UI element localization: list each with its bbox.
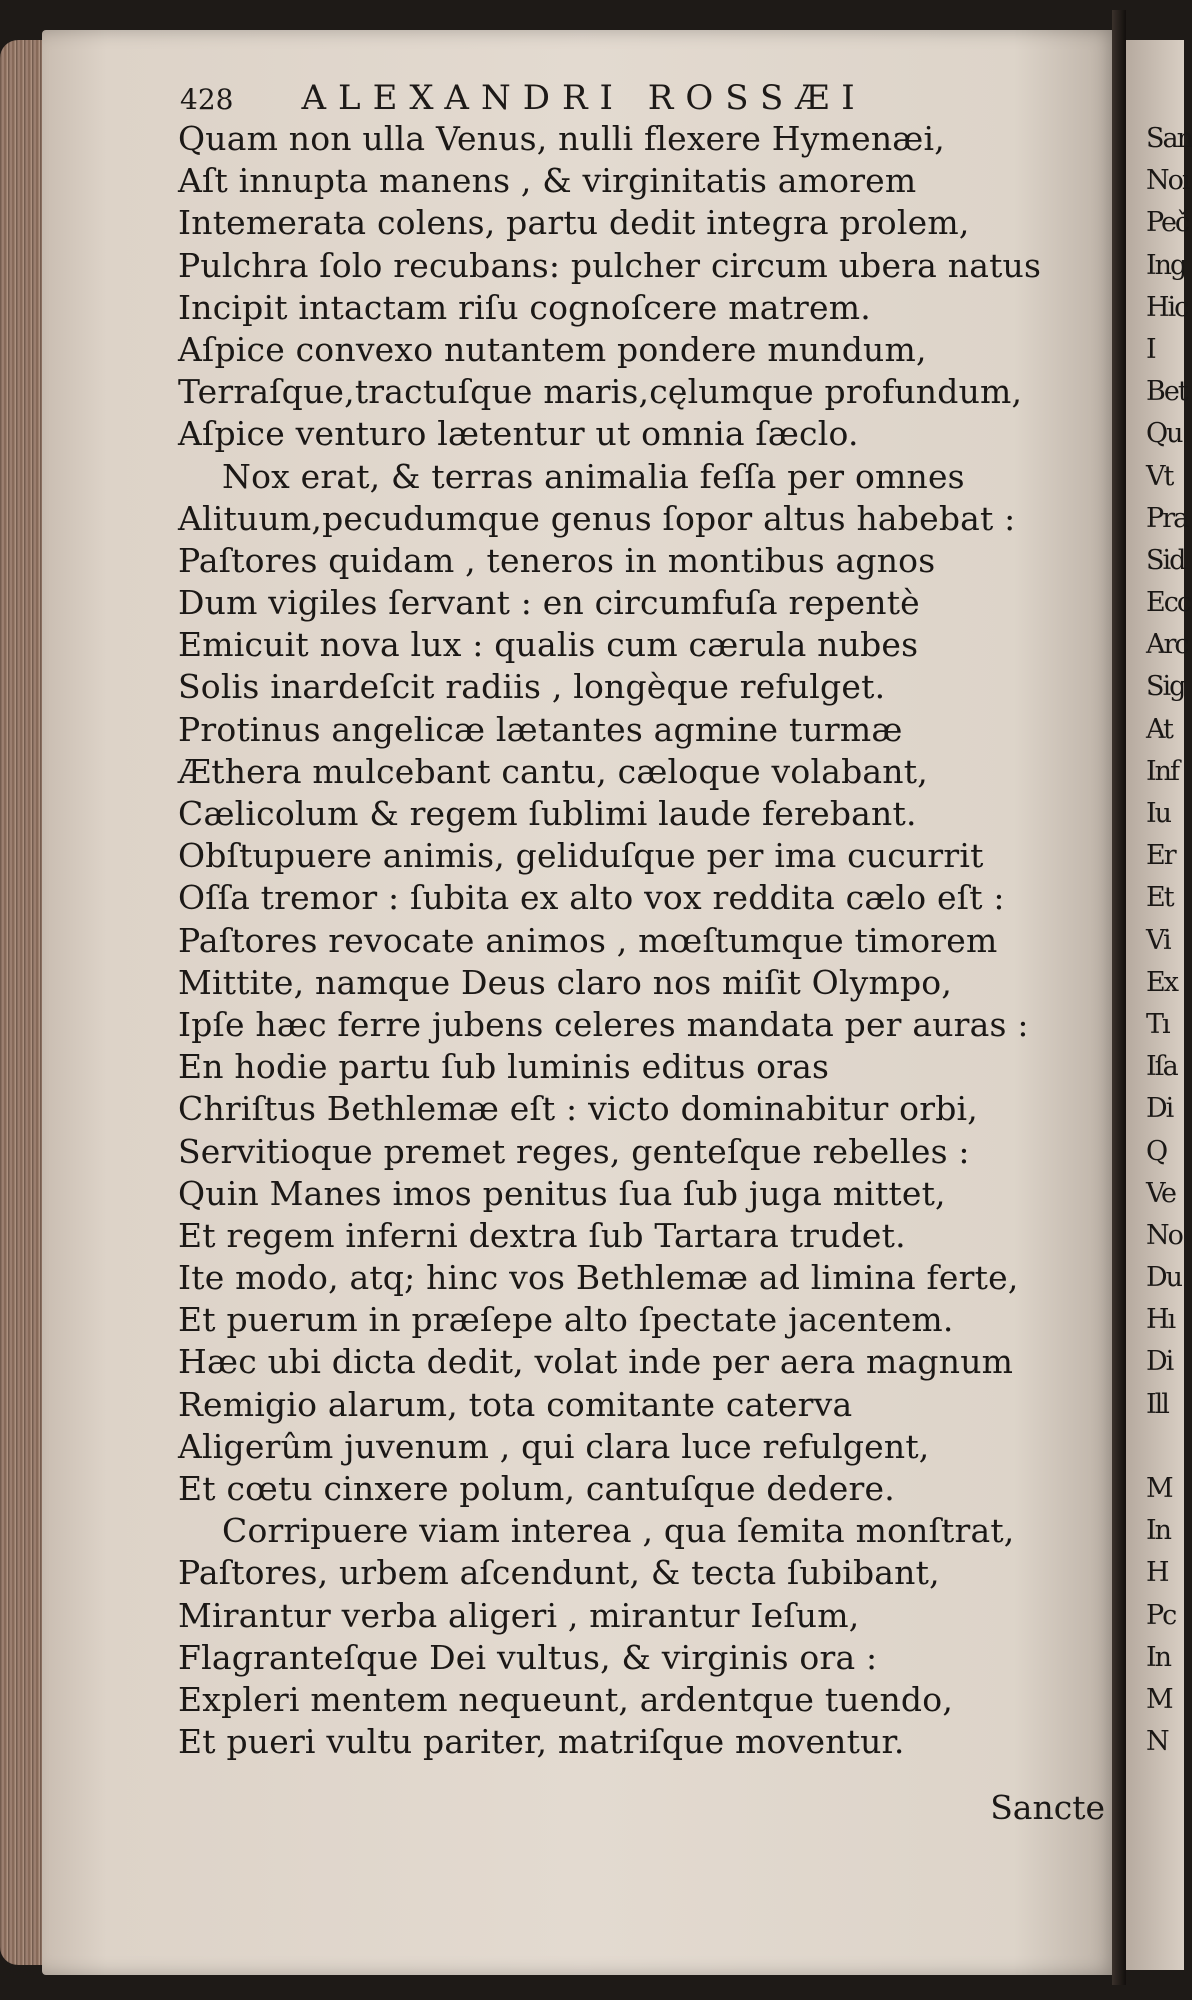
text-line: Hæc ubi dicta dedit, volat inde per aera magnum: [178, 1342, 1014, 1382]
facing-page-line: Pra: [1146, 502, 1188, 534]
running-title: ALEXANDRI ROSSÆI: [301, 78, 867, 118]
poem-text: [178, 118, 1103, 1763]
text-line: Ite modo, atq; hinc vos Bethlemæ ad limina ferte,: [178, 1258, 1019, 1298]
text-line: Emicuit nova lux : qualis cum cærula nubes: [178, 625, 919, 665]
text-line: Expleri mentem nequeunt, ardentque tuendo,: [178, 1679, 954, 1719]
facing-page-line: Iu: [1146, 798, 1171, 829]
text-line: Mittite, namque Deus claro nos miſit Olympo,: [178, 962, 953, 1002]
facing-page-text: [1146, 118, 1192, 1763]
text-line: Terraſque,tractuſque maris,cęlumque profundum,: [178, 372, 1023, 412]
facing-page-line: Er: [1146, 840, 1175, 872]
text-line: Protinus angelicæ lætantes agmine turmæ: [178, 709, 903, 749]
facing-page-line: At: [1146, 713, 1172, 745]
facing-page-line: Du: [1146, 1262, 1182, 1294]
text-line: Aſpice venturo lætentur ut omnia ſæclo.: [178, 414, 859, 454]
text-line: Solis inardeſcit radiis , longèque refulget.: [178, 667, 886, 707]
facing-page-line: Pc: [1146, 1599, 1176, 1631]
text-line: Flagranteſque Dei vultus, & virginis ora :: [178, 1637, 878, 1677]
facing-page-line: Di: [1146, 1093, 1173, 1125]
text-line: Remigio alarum, tota comitante caterva: [178, 1384, 853, 1424]
facing-page-line: No: [1146, 1219, 1182, 1251]
book-gutter: [1112, 10, 1126, 1985]
facing-page-line: Ecc: [1146, 587, 1190, 619]
text-line: Paſtores revocate animos , mœſtumque timorem: [178, 920, 998, 960]
facing-page-line: M: [1146, 1683, 1172, 1715]
text-line: Paſtores quidam , teneros in montibus agnos: [178, 540, 936, 580]
facing-page-line: San: [1146, 123, 1192, 154]
text-line: Et puerum in præſepe alto ſpectate jacentem.: [178, 1300, 954, 1340]
text-line: Paſtores, urbem aſcendunt, & tecta ſubibant,: [178, 1553, 940, 1593]
facing-page-line: In: [1146, 1515, 1171, 1547]
text-line: Alituum,pecudumque genus ſopor altus habebat :: [178, 498, 1016, 538]
page-number: 428: [180, 83, 234, 116]
facing-page-line: M: [1146, 1473, 1172, 1504]
text-line: En hodie partu ſub luminis editus oras: [178, 1047, 830, 1087]
facing-page-line: Inf: [1146, 755, 1179, 787]
text-line: Servitioque premet reges, genteſque rebelles :: [178, 1131, 970, 1171]
facing-page-line: Sig: [1146, 671, 1185, 703]
facing-page-line: Bet: [1146, 376, 1187, 408]
facing-page-line: Q: [1146, 1135, 1167, 1167]
text-line: Oſſa tremor : ſubita ex alto vox reddita cælo eſt :: [178, 878, 1005, 918]
facing-page-line: Vt: [1146, 460, 1173, 492]
facing-page-line: Tı: [1146, 1008, 1169, 1040]
facing-page-line: Qu: [1146, 418, 1182, 450]
facing-page-line: Ex: [1146, 966, 1177, 998]
facing-page-line: H: [1146, 1557, 1168, 1589]
facing-page-line: Ve: [1146, 1177, 1175, 1209]
facing-page-line: Hic: [1146, 291, 1188, 323]
text-line: Chriſtus Bethlemæ eſt : victo dominabitur orbi,: [178, 1089, 978, 1129]
facing-page-line: Ill: [1146, 1388, 1168, 1420]
text-line: Ipſe hæc ferre jubens celeres mandata per auras :: [178, 1004, 1029, 1044]
facing-page-line: Peč: [1146, 207, 1189, 239]
facing-page-line: Di: [1146, 1346, 1173, 1378]
text-line: Et cœtu cinxere polum, cantuſque dedere.: [178, 1469, 895, 1508]
facing-page-line: Vi: [1146, 924, 1170, 956]
text-line: Mirantur verba aligeri , mirantur Ieſum,: [178, 1595, 860, 1635]
text-line: Aſpice convexo nutantem pondere mundum,: [178, 329, 927, 369]
running-head: [180, 78, 1110, 118]
text-line: Cælicolum & regem ſublimi laude ferebant.: [178, 794, 917, 833]
text-line: Æthera mulcebant cantu, cæloque volabant,: [178, 751, 928, 791]
text-line: Nox erat, & terras animalia feſſa per omnes: [222, 456, 965, 496]
text-line: Aſt innupta manens , & virginitatis amorem: [178, 161, 917, 201]
text-line: Et pueri vultu pariter, matriſque moventur.: [178, 1722, 905, 1762]
facing-page-line: Arc: [1146, 629, 1188, 661]
facing-page-line: N: [1146, 1726, 1168, 1758]
facing-page-line: Iſa: [1146, 1051, 1177, 1083]
text-line: Pulchra ſolo recubans: pulcher circum ubera natus: [178, 245, 1042, 285]
facing-page-line: In: [1146, 1641, 1171, 1673]
facing-page-line: [1146, 1426, 1184, 1468]
facing-page-line: Et: [1146, 882, 1173, 914]
text-line: Quin Manes imos penitus ſua ſub juga mittet,: [178, 1173, 946, 1213]
facing-page-line: Ing: [1146, 249, 1186, 281]
catchword: Sancte: [990, 1788, 1105, 1827]
facing-page-line: I: [1146, 333, 1155, 365]
text-line: Aligerûm juvenum , qui clara luce refulgent,: [178, 1426, 930, 1466]
text-line: Incipit intactam riſu cognoſcere matrem.: [178, 287, 871, 327]
facing-page-line: Sid: [1146, 544, 1185, 576]
facing-page-line: Noı: [1146, 165, 1189, 197]
text-line: Obſtupuere animis, geliduſque per ima cucurrit: [178, 836, 984, 876]
text-line: Intemerata colens, partu dedit integra prolem,: [178, 203, 970, 243]
text-line: Quam non ulla Venus, nulli flexere Hymenæi,: [178, 119, 945, 158]
text-line: Corripuere viam interea , qua ſemita monſtrat,: [222, 1511, 1015, 1551]
text-line: Et regem inferni dextra ſub Tartara trudet.: [178, 1215, 906, 1255]
text-line: Dum vigiles ſervant : en circumfuſa repentè: [178, 583, 920, 623]
facing-page-line: Hı: [1146, 1304, 1175, 1336]
